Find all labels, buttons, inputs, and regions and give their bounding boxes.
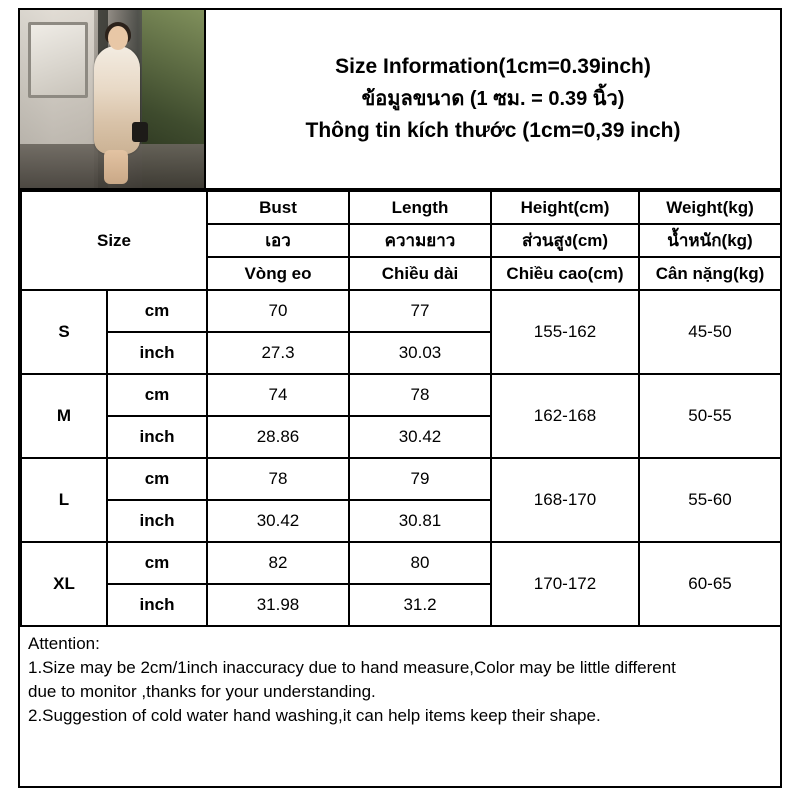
table-row [21, 542, 781, 584]
col-header-bust-vi: Vòng eo [207, 257, 349, 290]
row-unit-cm-s: cm [107, 290, 207, 332]
cell-length-cm-s: 77 [349, 290, 491, 332]
cell-weight-s: 45-50 [639, 290, 781, 374]
model-legs [104, 150, 128, 184]
cell-height-xl: 170-172 [491, 542, 639, 626]
cell-length-inch-xl: 31.2 [349, 584, 491, 626]
col-header-length-en: Length [349, 191, 491, 224]
cell-bust-inch-s: 27.3 [207, 332, 349, 374]
table-row [21, 374, 781, 416]
cell-height-s: 155-162 [491, 290, 639, 374]
size-header-cell: Size [21, 191, 207, 290]
col-header-height-vi: Chiều cao(cm) [491, 257, 639, 290]
chart-header [20, 10, 780, 190]
cell-bust-inch-l: 30.42 [207, 500, 349, 542]
cell-bust-cm-s: 70 [207, 290, 349, 332]
cell-length-inch-s: 30.03 [349, 332, 491, 374]
col-header-bust-th: เอว [207, 224, 349, 257]
cell-length-inch-l: 30.81 [349, 500, 491, 542]
col-header-length-vi: Chiều dài [349, 257, 491, 290]
attention-line-1: 1.Size may be 2cm/1inch inaccuracy due to hand measure,Color may be little different [28, 657, 676, 677]
product-photo [20, 10, 204, 188]
col-header-bust-en: Bust [207, 191, 349, 224]
col-header-height-en: Height(cm) [491, 191, 639, 224]
cell-bust-cm-l: 78 [207, 458, 349, 500]
cell-length-cm-m: 78 [349, 374, 491, 416]
model-head [108, 26, 128, 50]
row-unit-cm-xl: cm [107, 542, 207, 584]
attention-line-3: 2.Suggestion of cold water hand washing,it can help items keep their shape. [28, 705, 601, 725]
row-unit-inch-xl: inch [107, 584, 207, 626]
table-row [21, 290, 781, 332]
cell-weight-m: 50-55 [639, 374, 781, 458]
row-size-s: S [21, 290, 107, 374]
cell-length-inch-m: 30.42 [349, 416, 491, 458]
col-header-weight-en: Weight(kg) [639, 191, 781, 224]
cell-length-cm-l: 79 [349, 458, 491, 500]
cell-bust-cm-xl: 82 [207, 542, 349, 584]
row-unit-inch-m: inch [107, 416, 207, 458]
size-table [20, 190, 782, 627]
col-header-length-th: ความยาว [349, 224, 491, 257]
title-block [206, 10, 780, 188]
cell-height-l: 168-170 [491, 458, 639, 542]
product-photo-cell [20, 10, 206, 188]
row-unit-cm-m: cm [107, 374, 207, 416]
photo-window [28, 22, 88, 98]
cell-bust-inch-m: 28.86 [207, 416, 349, 458]
title-line-vi: Thông tin kích thước (1cm=0,39 inch) [305, 118, 681, 142]
col-header-weight-th: น้ำหนัก(kg) [639, 224, 781, 257]
row-size-l: L [21, 458, 107, 542]
attention-heading: Attention: [28, 634, 100, 653]
table-header-row-en [21, 191, 781, 224]
col-header-height-th: ส่วนสูง(cm) [491, 224, 639, 257]
cell-length-cm-xl: 80 [349, 542, 491, 584]
row-unit-cm-l: cm [107, 458, 207, 500]
cell-bust-inch-xl: 31.98 [207, 584, 349, 626]
cell-bust-cm-m: 74 [207, 374, 349, 416]
row-size-m: M [21, 374, 107, 458]
row-size-xl: XL [21, 542, 107, 626]
table-row [21, 458, 781, 500]
title-line-en: Size Information(1cm=0.39inch) [335, 55, 651, 79]
cell-weight-xl: 60-65 [639, 542, 781, 626]
col-header-weight-vi: Cân nặng(kg) [639, 257, 781, 290]
cell-weight-l: 55-60 [639, 458, 781, 542]
size-chart-sheet [18, 8, 782, 788]
model-handbag [132, 122, 148, 142]
cell-height-m: 162-168 [491, 374, 639, 458]
attention-line-2: due to monitor ,thanks for your understanding. [28, 681, 376, 701]
row-unit-inch-l: inch [107, 500, 207, 542]
title-line-th: ข้อมูลขนาด (1 ซม. = 0.39 นิ้ว) [361, 87, 625, 110]
attention-block [20, 627, 780, 733]
row-unit-inch-s: inch [107, 332, 207, 374]
